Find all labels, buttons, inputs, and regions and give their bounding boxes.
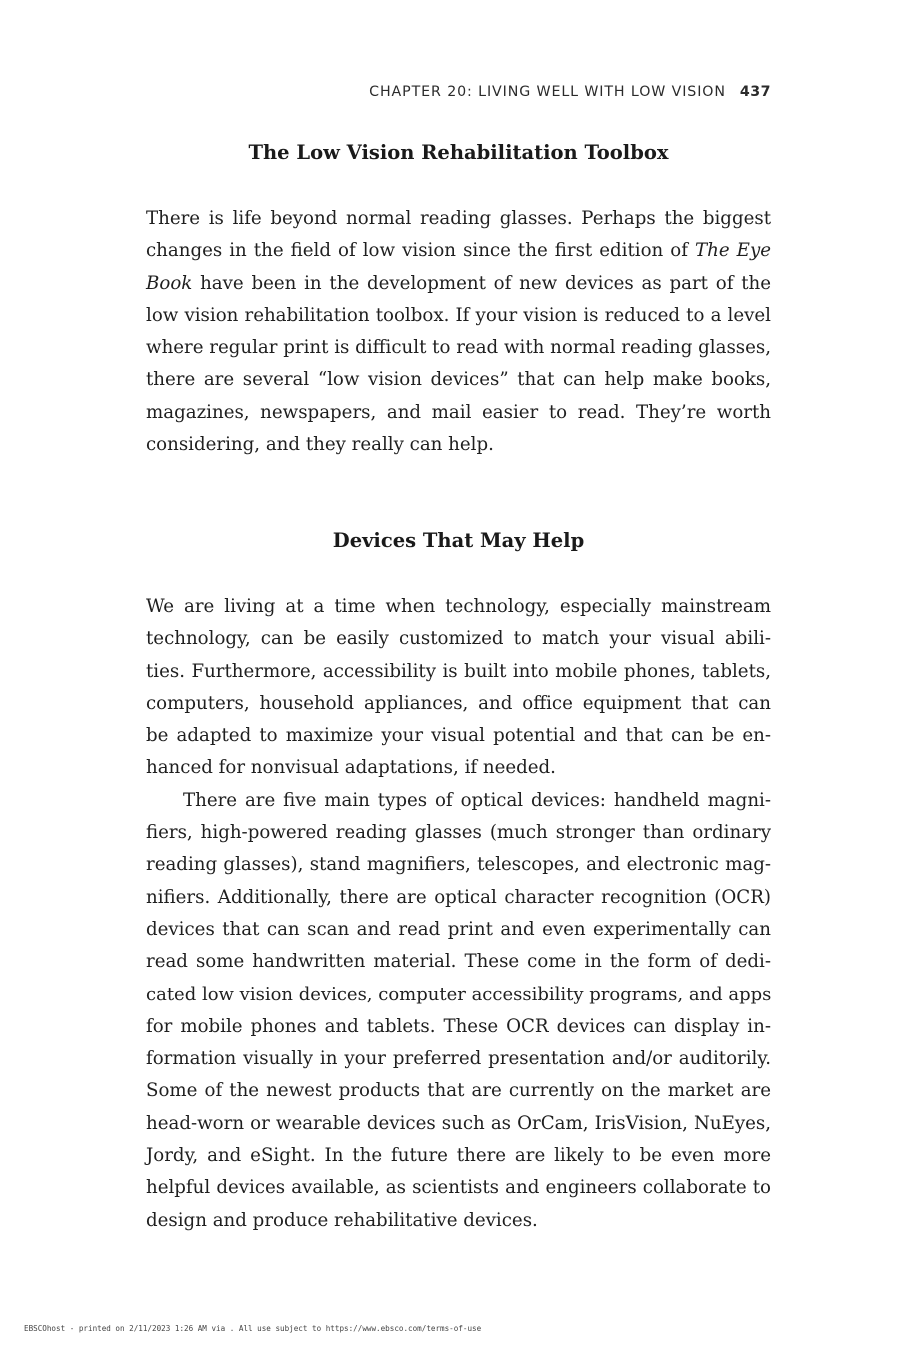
text-line: design and produce rehabilitative devices.	[146, 1209, 538, 1231]
section-devices-body	[146, 591, 771, 1237]
footer-print-notice: EBSCOhost - printed on 2/11/2023 1:26 AM via . All use subject to https://www.ebsco.com/terms-of-use	[24, 1324, 482, 1333]
text-line: Jordy, and eSight. In the future there are likely to be even more	[146, 1145, 771, 1167]
text-line: read some handwritten material. These come in the form of dedi-	[146, 951, 771, 973]
text-line: Some of the newest products that are currently on the market are	[146, 1080, 771, 1102]
text-line: changes in the field of low vision since the first edition of The Eye	[146, 240, 771, 262]
paragraph-optical-devices	[146, 785, 771, 1237]
page-number: 437	[739, 84, 771, 100]
section-heading-toolbox: The Low Vision Rehabilitation Toolbox	[248, 141, 669, 164]
text-line: reading glasses), stand magnifiers, telescopes, and electronic mag-	[146, 854, 771, 876]
text-line: magazines, newspapers, and mail easier to read. They’re worth	[146, 401, 771, 423]
text-line: there are several “low vision devices” that can help make books,	[146, 369, 771, 391]
text-line: for mobile phones and tablets. These OCR devices can display in-	[146, 1015, 771, 1037]
text-line: helpful devices available, as scientists and engineers collaborate to	[146, 1177, 771, 1199]
text-line: computers, household appliances, and office equipment that can	[146, 692, 771, 714]
section-heading-devices: Devices That May Help	[332, 529, 585, 552]
running-head	[146, 84, 771, 100]
text-line: ties. Furthermore, accessibility is built into mobile phones, tablets,	[146, 660, 771, 682]
text-line: formation visually in your preferred presentation and/or auditorily.	[146, 1048, 771, 1070]
book-title-italic: The Eye	[695, 240, 771, 262]
text-line: low vision rehabilitation toolbox. If your vision is reduced to a level	[146, 304, 771, 326]
text-line: nifiers. Additionally, there are optical character recognition (OCR)	[146, 886, 771, 908]
text-line: hanced for nonvisual adaptations, if needed.	[146, 757, 556, 779]
text-line: cated low vision devices, computer accessibility programs, and apps	[146, 983, 772, 1005]
chapter-title: CHAPTER 20: LIVING WELL WITH LOW VISION	[369, 84, 726, 100]
text-line: fiers, high-powered reading glasses (much stronger than ordinary	[146, 822, 771, 844]
text-line: head-worn or wearable devices such as OrCam, IrisVision, NuEyes,	[146, 1112, 771, 1134]
paragraph-technology	[146, 591, 771, 785]
text-line: be adapted to maximize your visual potential and that can be en-	[146, 725, 771, 747]
text-line: devices that can scan and read print and even experimentally can	[146, 918, 771, 940]
text-line: Book have been in the development of new devices as part of the	[146, 272, 771, 294]
paragraph-toolbox	[146, 203, 771, 461]
text-line: technology, can be easily customized to match your visual abili-	[146, 628, 771, 650]
text-line: There are five main types of optical devices: handheld magni-	[183, 789, 771, 811]
book-title-italic: Book	[146, 272, 193, 294]
text-line: where regular print is difficult to read with normal reading glasses,	[146, 337, 771, 359]
text-line: considering, and they really can help.	[146, 434, 494, 456]
text-line: There is life beyond normal reading glasses. Perhaps the biggest	[146, 208, 771, 229]
text-line: We are living at a time when technology, especially mainstream	[146, 596, 771, 617]
